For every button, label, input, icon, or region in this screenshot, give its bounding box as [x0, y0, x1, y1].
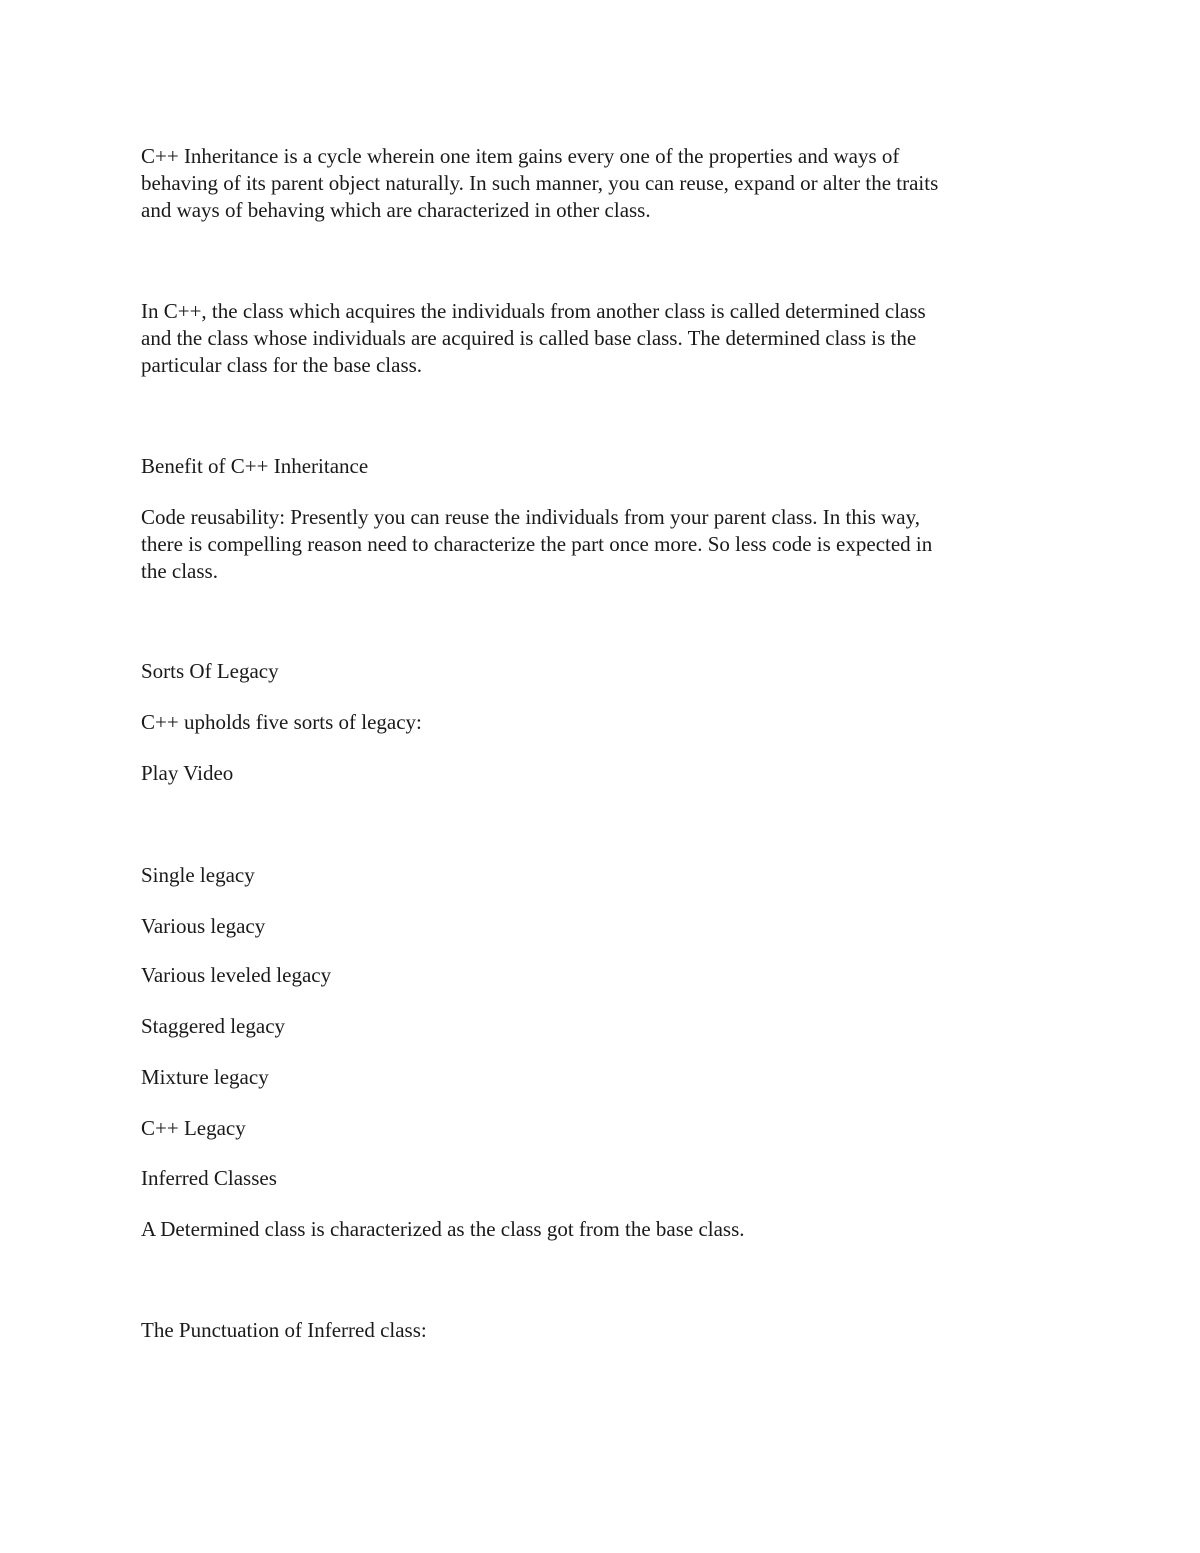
heading-benefit: Benefit of C++ Inheritance: [141, 454, 369, 478]
paragraph-inheritance-intro: [141, 143, 1051, 224]
text-line: and ways of behaving which are characterized in other class.: [141, 198, 651, 222]
text-line: Code reusability: Presently you can reuse the individuals from your parent class. In this way,: [141, 505, 920, 529]
paragraph-code-reusability: [141, 504, 1051, 585]
text-line: behaving of its parent object naturally. In such manner, you can reuse, expand or alter the traits: [141, 171, 939, 195]
play-video-text: Play Video: [141, 761, 234, 785]
paragraph-derived-class: [141, 298, 1051, 379]
sorts-intro: C++ upholds five sorts of legacy:: [141, 710, 422, 734]
heading-punctuation: The Punctuation of Inferred class:: [141, 1318, 427, 1342]
heading-inferred-classes: Inferred Classes: [141, 1166, 277, 1190]
inferred-class-definition: A Determined class is characterized as the class got from the base class.: [141, 1217, 745, 1241]
text-line: particular class for the base class.: [141, 353, 423, 377]
text-line: In C++, the class which acquires the individuals from another class is called determined class: [141, 299, 926, 323]
legacy-type-staggered: Staggered legacy: [141, 1014, 286, 1038]
text-line: the class.: [141, 559, 218, 583]
legacy-type-various: Various legacy: [141, 914, 266, 938]
text-line: there is compelling reason need to characterize the part once more. So less code is expected in: [141, 532, 933, 556]
heading-cpp-legacy: C++ Legacy: [141, 1116, 246, 1140]
legacy-type-single: Single legacy: [141, 863, 255, 887]
heading-sorts-of-legacy: Sorts Of Legacy: [141, 659, 279, 683]
text-line: and the class whose individuals are acquired is called base class. The determined class is the: [141, 326, 917, 350]
text-line: C++ Inheritance is a cycle wherein one item gains every one of the properties and ways of: [141, 144, 900, 168]
legacy-type-various-leveled: Various leveled legacy: [141, 963, 332, 987]
legacy-type-mixture: Mixture legacy: [141, 1065, 269, 1089]
